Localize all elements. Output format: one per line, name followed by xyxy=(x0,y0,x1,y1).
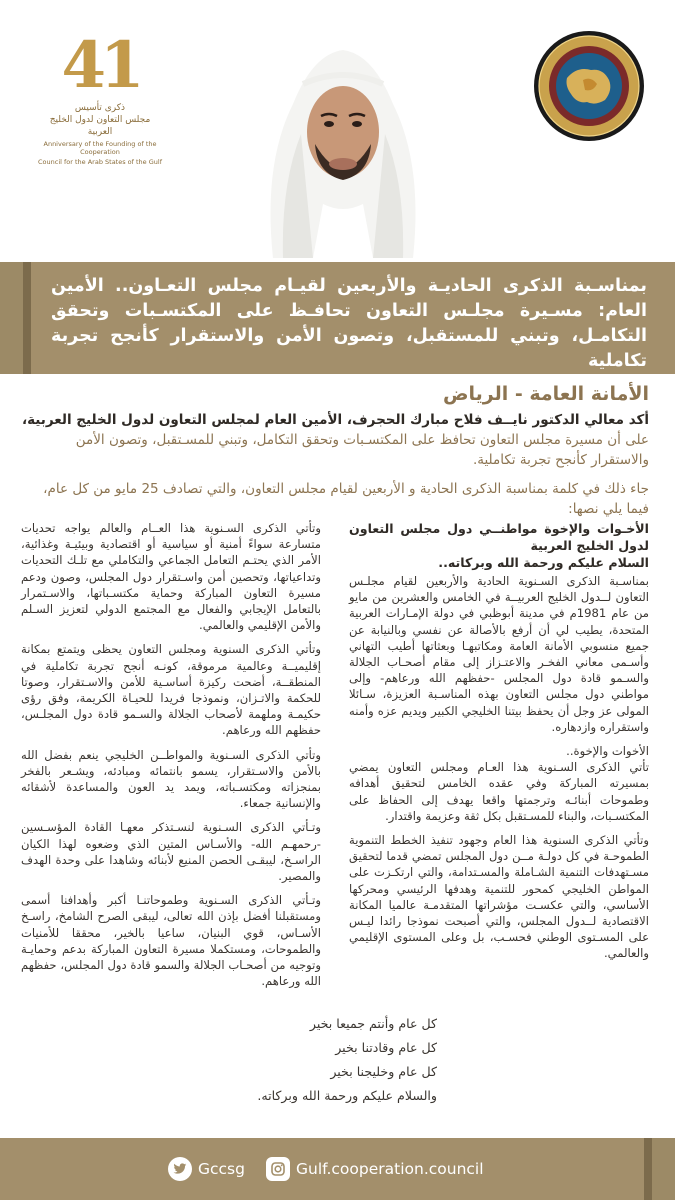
gcc-emblem-logo xyxy=(533,30,645,142)
anniversary-number: 41 xyxy=(61,28,139,103)
twitter-handle-link[interactable] xyxy=(168,1156,245,1182)
closing-wishes xyxy=(217,1012,437,1108)
header xyxy=(0,0,675,260)
speech-paragraph: تأتي الذكرى السـنوية هذا العـام ومجلس التعاون يمضي بمسيرته المباركة وفي عقده الخامس لتحقيق أهدافه وطموحات أبنائـه وترجمتها واقعا يهدف إلى الحفاظ على المكتسـبات، والبناء للمسـتقبل بكل ثقة وعزيمة واقتدار. xyxy=(349,760,649,823)
dateline-heading: الأمانة العامة - الرياض xyxy=(442,383,649,405)
instagram-handle-link[interactable] xyxy=(266,1156,484,1182)
instagram-icon xyxy=(266,1157,290,1181)
speech-paragraph: وتأتي الذكرى السنوية هذا العام وجهود تنفيذ الخطط التنموية الطموحـة في كل دولـة مــن دول المجلس تمضي قدما لتحقيق مسـتهدفات التنمية الشـاملة والمسـتدامة، والتي ارتكـزت على المواطن الخليجي كمحور للتنمية وهدفها الرئيسي ومحركها الأساسي، والتي عكسـت مؤشراتها المتقدمـة عالميا المكانة الاقتصادية لــدول المجلس، والتي أصبحت نموذجا رائدا ليـس على المسـتوى الوطني فحسـب، بل وعلى المستوى الإقليمي والعالمي. xyxy=(349,833,649,961)
lead-paragraph: أكد معالي الدكتور نايــف فلاح مبارك الحجرف، الأمين العام لمجلس التعاون لدول الخليج العربية، xyxy=(21,412,649,428)
speech-column-right xyxy=(349,520,649,970)
greeting-line: السلام عليكم ورحمة الله وبركاته.. xyxy=(438,555,649,570)
speech-paragraph: وتأتي الذكرى السـنوية هذا العــام والعالم يواجه تحديات متسارعة سواءً أمنية أو سياسية أو اقتصادية وبيئيـة وغذائية، الأمر الذي يحتـم التعامل الجماعي والتكاملي مع تلـك التحديات وتداعياتها، وتحصين أمن واسـتقرار دول المجلس، وصون ودعم مسيرة التعاون المباركة وحماية مكتسـباتها، والاسـتمرار بالتعامل الإيجابي والفعال مع المجتمع الدولي لتعزيز السـلم والأمن الإقليمي والعالمي. xyxy=(21,521,321,633)
closing-line: كل عام وقادتنا بخير xyxy=(335,1040,437,1055)
anniversary-ar-line1: ذكرى تأسيس xyxy=(74,103,126,113)
speech-columns xyxy=(21,520,649,990)
anniversary-en-line1: Anniversary of the Founding of the Cooperation xyxy=(43,140,157,156)
footer-bar xyxy=(0,1138,675,1200)
speech-paragraph: وتأتي الذكرى السـنوية والمواطــن الخليجي ينعم بفضل الله بالأمن والاسـتقرار، يسمو بانتمائه ومبادئه، ويشـعر بالفخر بمنجزاته ومكتسـباته، ويمد يد العون والمساعدة لأشقائه والإنسانية جمعاء. xyxy=(21,747,321,811)
speech-subheading: الأخوات والإخوة.. xyxy=(566,744,649,759)
anniversary-en-line2: Council for the Arab States of the Gulf xyxy=(37,158,162,166)
footer-bar-inner xyxy=(0,1138,652,1200)
closing-line: كل عام وخليجنا بخير xyxy=(330,1064,437,1079)
closing-line: كل عام وأنتم جميعا بخير xyxy=(309,1016,437,1031)
speech-paragraph: وتـأتي الذكرى السـنوية وطموحاتنـا أكبر وأهدافنا أسمى ومستقبلنا أفضل بإذن الله تعالى، ليبقى الصرح الشامخ، راسـخ الأسـاس، قوي البنيان، ساعيا بالخير، محققا للأمنيات والطموحات، ومستكملا مسيرة التعاون المباركة بدعم وحمايـة وتوجيه من أصحـاب الجلالة والسمو قادة دول المجلس، حفظهم الله ورعاهم. xyxy=(21,893,321,989)
speech-column-left xyxy=(21,520,321,997)
intro-paragraph: جاء ذلك في كلمة بمناسبة الذكرى الحادية و الأربعين لقيام مجلس التعاون، والتي تصادف 25 مايو من كل عام، فيما يلي نصها: xyxy=(43,481,649,517)
speech-paragraph: بمناسـبة الذكرى السـنوية الحادية والأربعين لقيام مجلـس التعاون لــدول الخليج العربيــة في الخامس والعشرين من مايو من عام 1981م في مدينة أبوظبي في دولة الإمـارات العربية المتحدة، يطيب لي أن أرفع بالأصالة عن نفسي وبالنيابة عن جميع منسوبي الأمانة العامة ومكاتبهـا وبعثاتها أطيب التهاني وأسـمى معاني الفخـر والاعتـزاز إلى مقام أصحـاب الجلالة والسـمو قادة دول المجلس -حفظهم الله ورعاهم- وإلى مواطني دول مجلس التعاون بهذه المناسـبة العزيزة، سـائلا المولى عز وجل أن يحفظ بيتنا الخليجي الكبير ويديم عزه وأمنه واستقراره وازدهاره. xyxy=(349,574,649,734)
twitter-handle-text: Gccsg xyxy=(198,1160,245,1178)
headline-banner-inner xyxy=(23,262,675,374)
secretary-general-portrait xyxy=(253,14,433,258)
twitter-icon xyxy=(168,1157,192,1181)
lead-continuation: على أن مسيرة مجلس التعاون تحافظ على المكتسـبات وتحقق التكامل، وتبني للمسـتقبل، وتصون الأمن والاستقرار كأنجح تجربة تكاملية. xyxy=(75,432,649,468)
speech-paragraph: وتـأتي الذكرى السـنوية لنسـتذكر معهـا القادة المؤسـسين -رحمهـم الله- والأسـاس المتين الذي وضعوه لهذا الكيان الراسـخ، ليبقـى الحصن المنيع لأبنائه وشاهدا على وحدة الهدف والمصير. xyxy=(21,820,321,884)
headline-text: بمناسـبة الذكرى الحاديـة والأربعين لقيـام مجلس التعـاون.. الأمين العام: مسـيرة مجلـس التعاون تحافـظ على المكتسـبات وتحقق التكامـل، وتبني للمستقبل، وتصون الأمن والاستقرار كأنجح تجربة تكاملية xyxy=(51,276,647,371)
closing-line: والسلام عليكم ورحمة الله وبركاته. xyxy=(257,1088,437,1103)
article-intro xyxy=(21,380,649,519)
anniversary-ar-line2: مجلس التعاون لدول الخليج العربية xyxy=(49,115,151,137)
speech-paragraph: وتأتي الذكرى السنوية ومجلس التعاون يحظى ويتمتع بمكانة إقليميــة وعالمية مرموقة، كونـه أنجح تجربة تكاملية في المنطقــة، أضحت ركيزة أساسـية للأمن والاسـتقرار، وصوتا للحكمة والاتـزان، ونموذجا فريدا للحيـاة الكريمة، وفق رؤى حكيمـة وملهمة لأصحاب الجلالة والسـمو قادة دول المجلـس، حفظهم الله ورعاهم. xyxy=(21,642,321,738)
instagram-handle-text: Gulf.cooperation.council xyxy=(296,1160,484,1178)
salutation-line: الأخـوات والإخوة مواطنــي دول مجلس التعاون لدول الخليج العربية xyxy=(349,521,649,553)
anniversary-41-logo xyxy=(36,30,164,170)
headline-banner xyxy=(0,262,675,374)
